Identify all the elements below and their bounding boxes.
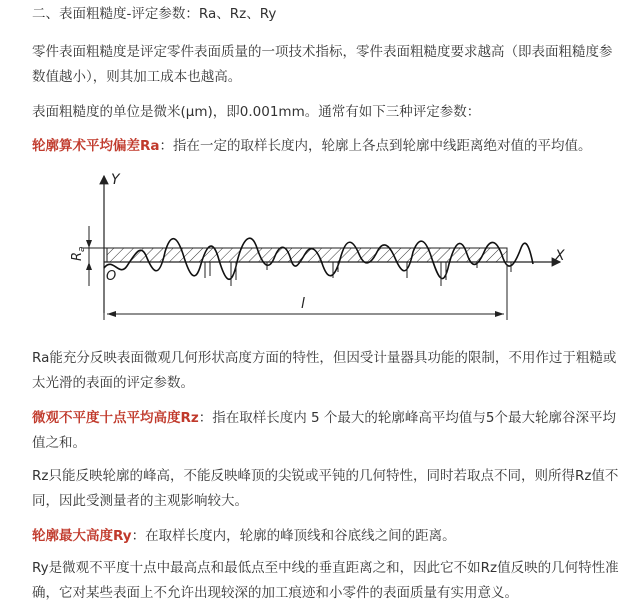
ra-arrow-bottom [86,262,92,270]
rz-definition [32,406,622,456]
origin-label: O [106,269,117,284]
section-title: 二、表面粗糙度-评定参数：Ra、Rz、Ry [32,6,277,22]
x-axis-label: X [555,248,565,264]
ra-note: Ra能充分反映表面微观几何形状高度方面的特性，但因受计量器具功能的限制，不用作过于粗糙或太光滑的表面的评定参数。 [32,350,617,391]
ry-definition [32,524,622,549]
length-arrow-right [495,311,504,317]
ry-term: 轮廓最大高度Ry [32,528,132,544]
valley-hatches [205,262,511,286]
y-axis-label: Y [111,172,120,188]
ry-definition-text: ：在取样长度内，轮廓的峰顶线和谷底线之间的距离。 [131,528,456,544]
intro-paragraph: 零件表面粗糙度是评定零件表面质量的一项技术指标，零件表面粗糙度要求越高（即表面粗糙度参数值越小），则其加工成本也越高。 [32,44,613,85]
rz-note: Rz只能反映轮廓的峰高，不能反映峰顶的尖锐或平钝的几何特性，同时若取点不同，则所得Rz值不同，因此受测量者的主观影响较大。 [32,468,619,509]
roughness-profile-diagram [55,168,580,328]
ra-definition [32,134,622,159]
length-arrow-left [107,311,116,317]
rz-definition-text: ：指在取样长度内 5 个最大的轮廓峰高平均值与5个最大轮廓谷深平均值之和。 [32,410,617,451]
length-label: l [301,296,305,312]
ra-label: $R_a$ [70,246,87,261]
ra-term: 轮廓算术平均偏差Ra [32,138,160,154]
rz-term: 微观不平度十点平均高度Rz [32,410,199,426]
ry-note: Ry是微观不平度十点中最高点和最低点至中线的垂直距离之和，因此它不如Rz值反映的几何特性准确，它对某些表面上不允许出现较深的加工痕迹和小零件的表面质量有实用意义。 [32,560,619,601]
ra-definition-text: ：指在一定的取样长度内，轮廓上各点到轮廓中线距离绝对值的平均值。 [159,138,592,154]
unit-paragraph: 表面粗糙度的单位是微米(μm)，即0.001mm。通常有如下三种评定参数： [32,104,481,120]
